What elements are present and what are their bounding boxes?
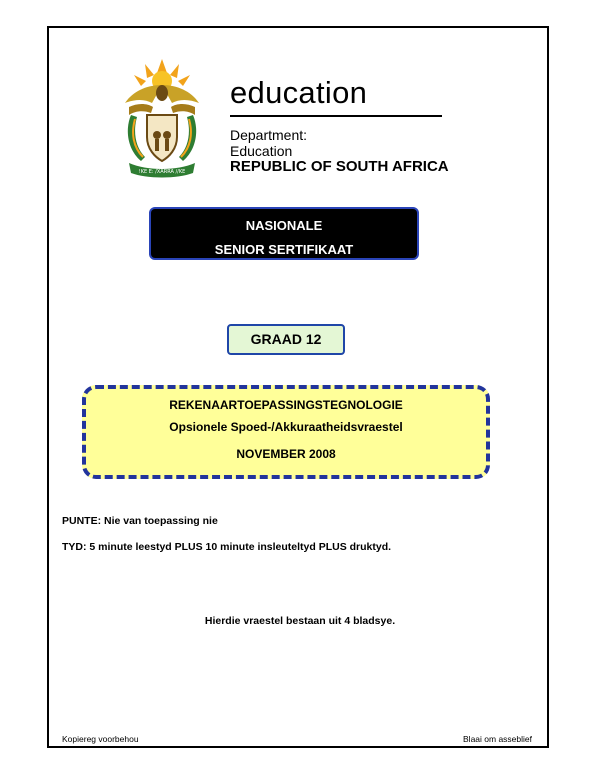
subject-panel bbox=[82, 385, 490, 479]
subject-title: REKENAARTOEPASSINGSTEGNOLOGIE bbox=[169, 398, 403, 412]
turn-over-footer: Blaai om asseblief bbox=[463, 734, 532, 744]
certificate-line-1: NASIONALE bbox=[245, 218, 323, 233]
time-info: TYD: 5 minute leestyd PLUS 10 minute insleuteltyd PLUS druktyd. bbox=[62, 541, 392, 553]
certificate-line-2: SENIOR SERTIFIKAAT bbox=[214, 242, 354, 257]
grade-badge: GRAAD 12 bbox=[227, 324, 345, 355]
coat-of-arms-icon bbox=[117, 57, 207, 181]
crest-motto: !KE E: /XARRA //KE bbox=[138, 169, 186, 175]
department-branding bbox=[230, 76, 449, 175]
country-name: REPUBLIC OF SOUTH AFRICA bbox=[230, 158, 449, 175]
department-label: Department: bbox=[230, 127, 308, 143]
department-name: Education bbox=[230, 143, 293, 159]
paper-title: Opsionele Spoed-/Akkuraatheidsvraestel bbox=[169, 420, 403, 434]
marks-info: PUNTE: Nie van toepassing nie bbox=[62, 515, 218, 527]
brand-word: education bbox=[230, 75, 368, 110]
certificate-banner bbox=[149, 207, 419, 260]
page-count-note: Hierdie vraestel bestaan uit 4 bladsye. bbox=[204, 615, 396, 627]
copyright-footer: Kopiereg voorbehou bbox=[62, 734, 139, 744]
brand-rule bbox=[230, 115, 442, 117]
exam-date: NOVEMBER 2008 bbox=[236, 447, 336, 461]
